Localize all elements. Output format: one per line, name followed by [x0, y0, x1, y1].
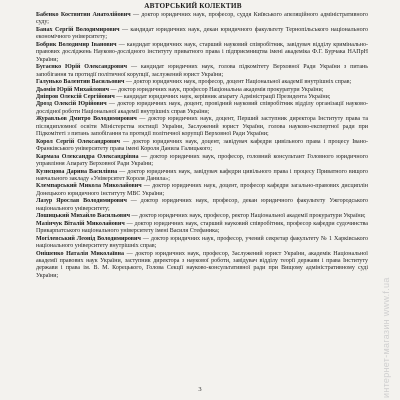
author-description: — доктор юридичних наук, професор, суддя Київського апеляційного адміністративного суду;	[36, 12, 368, 26]
page-number: 3	[198, 386, 202, 393]
author-description: — кандидат юридичних наук, декан юридичного факультету Тернопільського національного економічного університету;	[36, 26, 369, 41]
author-name: Лошицький Михайло Васильович	[36, 213, 131, 220]
author-description: — доктор юридичних наук, доцент, завідувач кафедри цивільного права і процесу Івано-Франківського університету права імені Короля Данила Галицького;	[36, 138, 369, 153]
author-name: Бобрик Володимир Іванович	[36, 41, 117, 48]
author-entry	[36, 183, 368, 198]
author-name: Банах Сергій Володимирович	[36, 26, 120, 33]
author-name: Дніпров Олексій Сергійович	[36, 93, 115, 100]
author-entry	[36, 27, 368, 42]
author-name: Дьомін Юрій Михайлович	[36, 86, 109, 93]
author-entry	[36, 221, 368, 236]
author-entry	[36, 154, 368, 169]
author-description: — доктор юридичних наук, професор, ректор Національної академії прокуратури України;	[130, 213, 366, 220]
author-name: Дрозд Олексій Юрійович	[36, 101, 107, 108]
author-entry	[36, 116, 368, 138]
author-name: Бабенко Костянтин Анатолійович	[36, 12, 131, 18]
author-description: — кандидат юридичних наук, керівник апарату Адміністрації Президента України;	[114, 93, 331, 100]
author-name: Бугаєнко Юрій Олександрович	[36, 64, 128, 71]
author-description: — доктор юридичних наук, професор, головний консультант Головного юридичного управління Апарату Верховної Ради України;	[36, 153, 368, 168]
author-description: — доктор юридичних наук, професор Національна академія прокуратури України;	[108, 86, 324, 93]
watermark: интернет-магазин www.f.ua	[381, 277, 391, 398]
author-description: — доктор юридичних наук, доцент, професор кафедри загально-правових дисциплін Донецького юридичного інституту МВС України;	[36, 183, 368, 197]
author-name: Могілевський Леонід Володимирович	[36, 235, 141, 242]
author-entry	[36, 198, 368, 213]
author-name: Корол Сергій Олександрович	[36, 138, 121, 145]
author-entry	[36, 236, 368, 251]
author-description: — доктор юридичних наук, завідувач кафедри цивільного права і процесу Приватного вищого навчального закладу «Університет Короля Данила»;	[36, 168, 369, 182]
author-description: — доктор юридичних наук, професор, декан юридичного факультету Ужгородського національного університету;	[36, 198, 368, 212]
author-entry	[36, 213, 368, 220]
author-entry	[36, 169, 368, 184]
section-title: АВТОРСЬКИЙ КОЛЕКТИВ	[144, 2, 242, 10]
author-entry	[36, 12, 368, 27]
author-entry	[36, 139, 368, 154]
author-description: — доктор юридичних наук, старший науковий співробітник, професор кафедри судочинства Прикарпатського національного університету імені Василя Стефаника;	[36, 220, 368, 235]
author-list	[36, 12, 368, 280]
author-name: Галунько Валентин Васильович	[36, 79, 125, 86]
author-description: — доктор юридичних наук, доцент, Перший заступник директора Інституту права та післядипломної освіти Міністерства юстиції України, Заслужений юрист України, голова науково-експертної ради при Підкомітеті з питань запобігання та протидії політичної корупції Верховної Ради України;	[36, 116, 368, 138]
author-name: Кузнєцова Дарина Василівна	[36, 168, 118, 175]
author-entry	[36, 101, 368, 116]
author-entry	[36, 42, 368, 64]
author-name: Клемпарський Микола Миколайович	[36, 183, 142, 190]
author-description: — кандидат юридичних наук, старший науковий співробітник, завідувач відділу кримінально-правових досліджень Науково-дослідного інституту приватного права і підприємництва імені академіка Ф.Г. Бурчака НАПрН України;	[36, 41, 368, 63]
author-description: — доктор юридичних наук, професор, Заслужений юрист України, академік Національної академії правових наук України, заступник директора з наукової роботи, завідувач відділу теорії держави і права Інституту держави і права ім. В. М. Корецького, Голова Секції науково-консультативної ради при Вищому адміністративному суді України;	[36, 250, 368, 279]
author-description: — доктор юридичних наук, доцент, провідний науковий співробітник відділу організації науково-дослідної роботи Національної академії внутрішніх справ України;	[36, 101, 368, 115]
author-entry	[36, 79, 368, 86]
author-name: Лазур Ярослав Володимирович	[36, 198, 127, 205]
author-description: — доктор юридичних наук, професор, доцент Національної академії внутрішніх справ;	[124, 79, 352, 86]
author-name: Мазінчук Віталій Миколайович	[36, 220, 125, 227]
author-name: Онішенко Наталія Миколаївна	[36, 250, 125, 257]
author-name: Журавльов Дмитро Володимирович	[36, 116, 137, 123]
author-entry	[36, 251, 368, 281]
author-description: — кандидат юридичних наук, голова підкомітету Верховної Ради України з питань запобігання та протидії політичної корупції, заслужений юрист України;	[36, 64, 368, 78]
author-name: Кармаза Олександра Олександрівна	[36, 153, 139, 160]
author-entry	[36, 87, 368, 94]
author-description: — доктор юридичних наук, професор, учений секретар факультету № 1 Харківського національного університету внутрішніх справ;	[36, 235, 368, 250]
author-entry	[36, 64, 368, 79]
